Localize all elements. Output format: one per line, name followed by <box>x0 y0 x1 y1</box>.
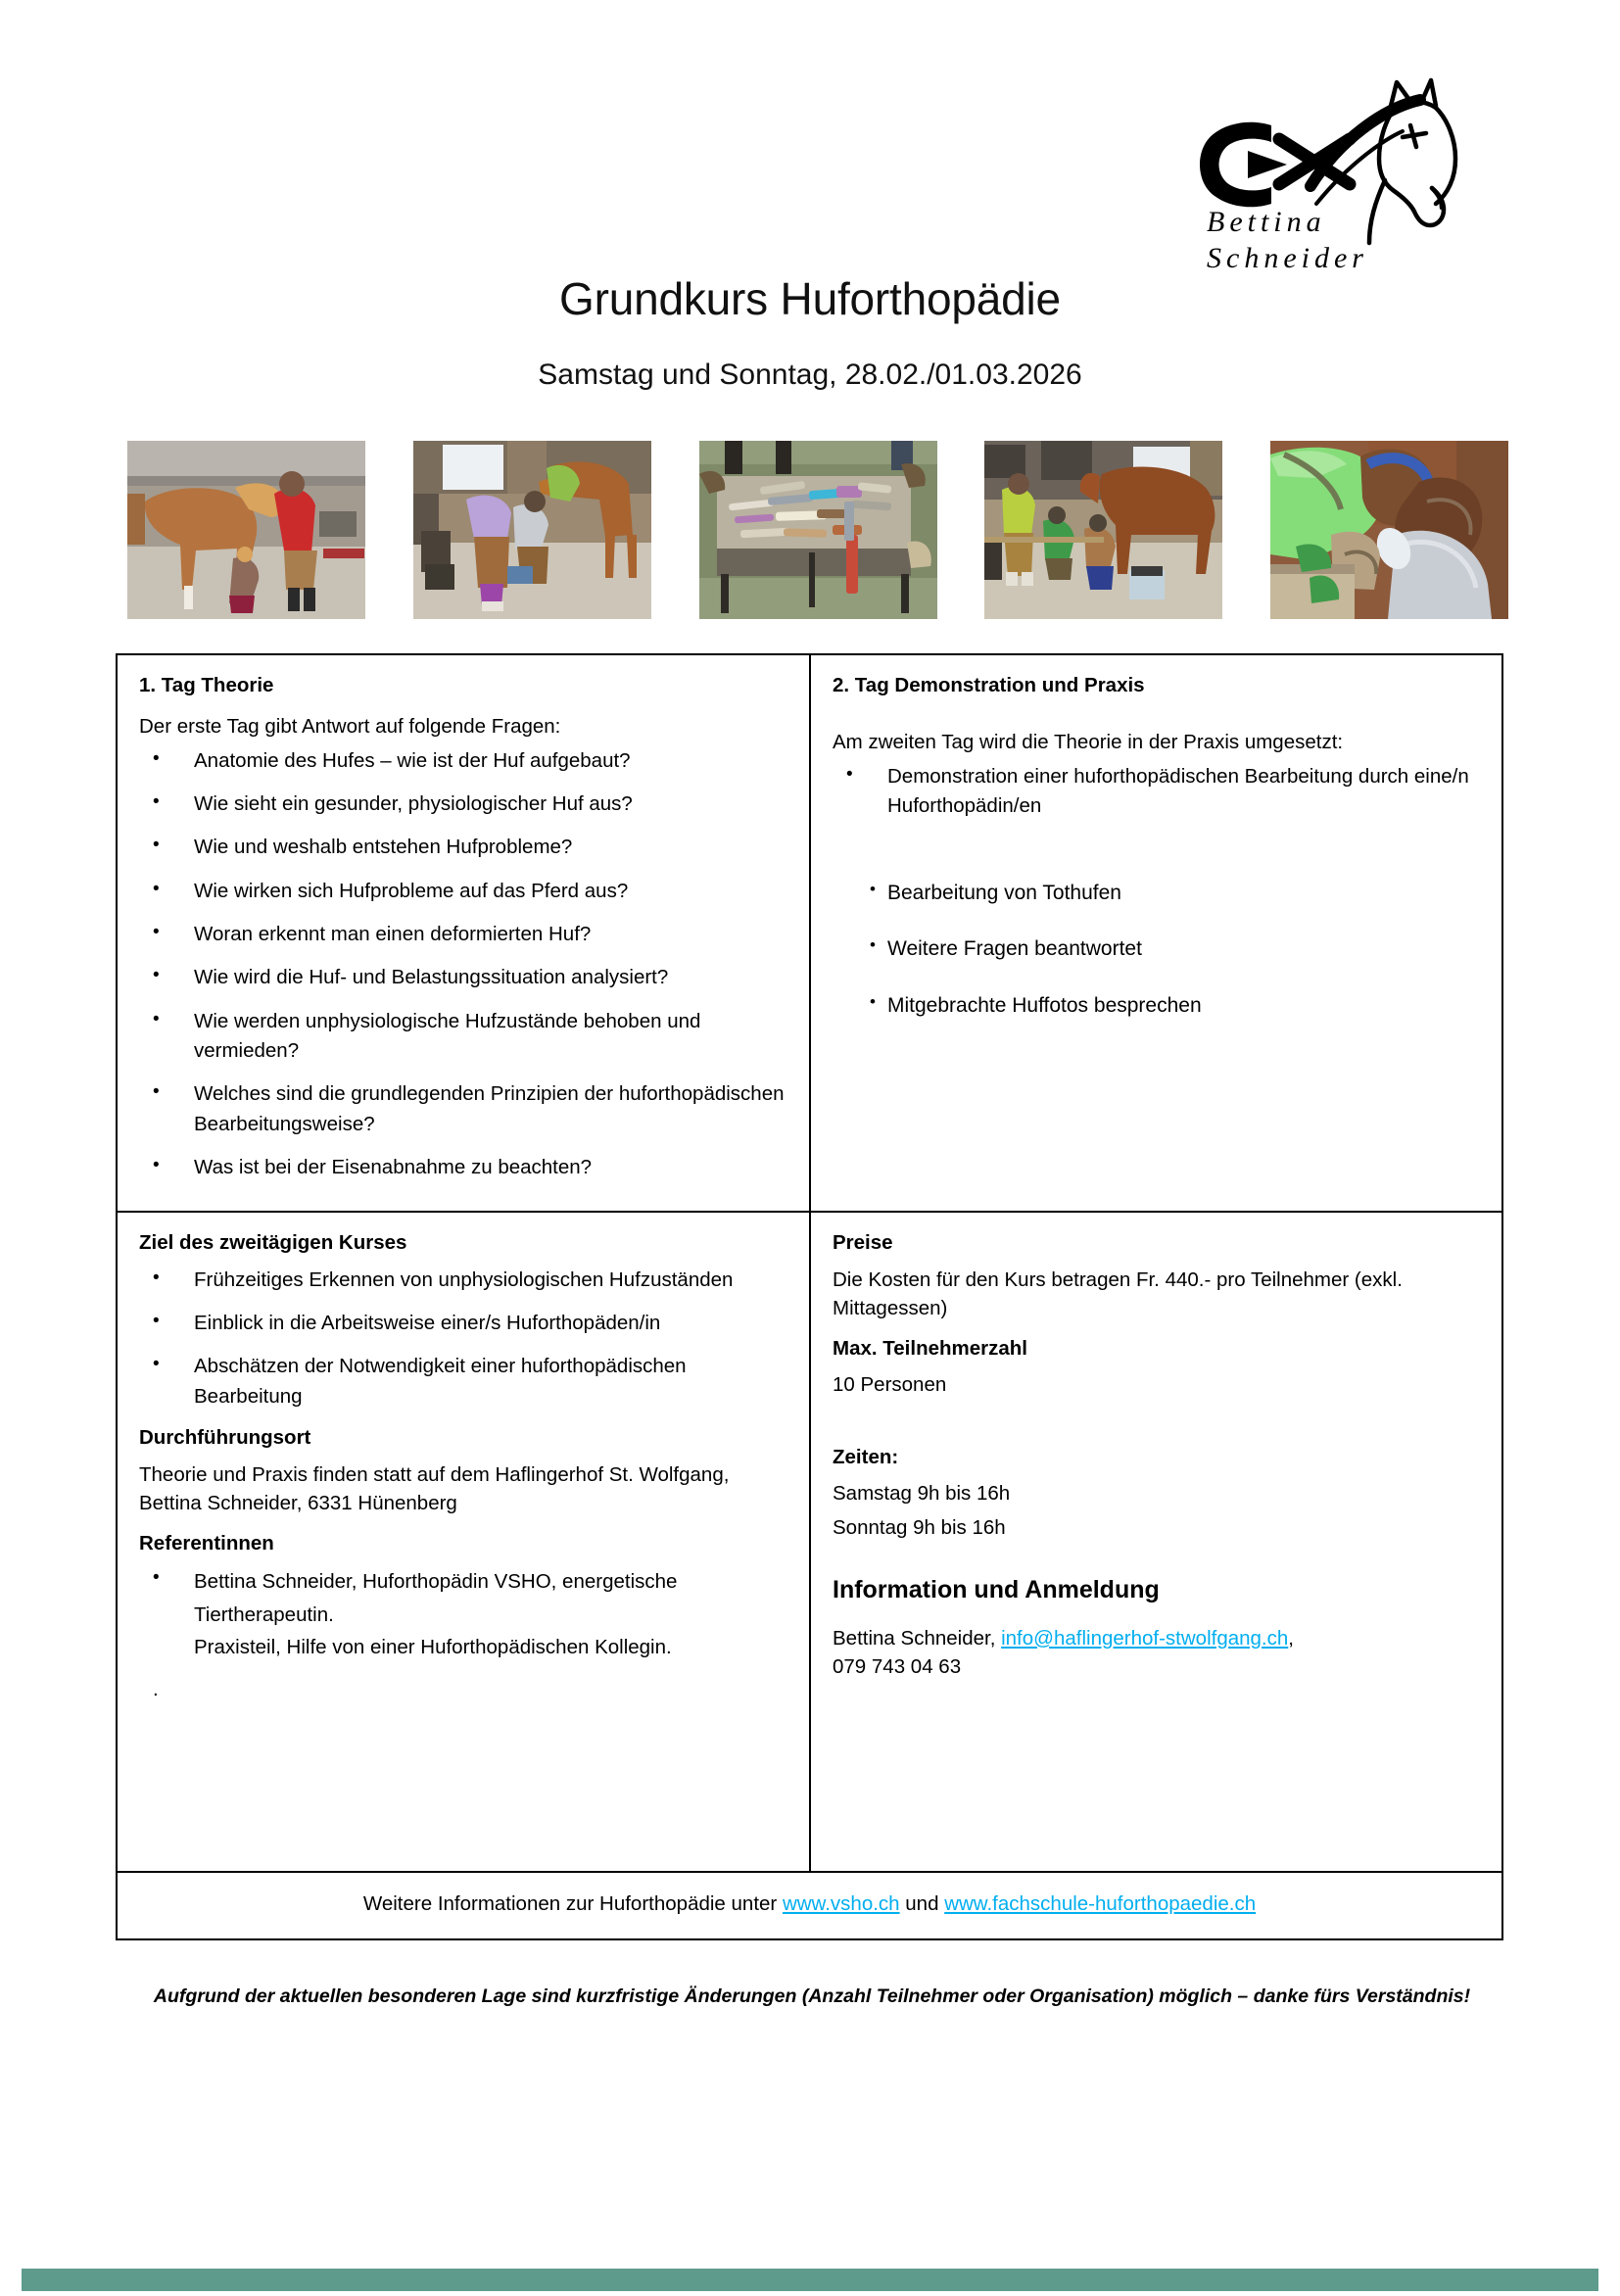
list-item: • Wie sieht ein gesunder, physiologischer Huf aus? <box>139 789 789 819</box>
list-item: • Welches sind die grundlegenden Prinzipien der huforthopädischen Bearbeitungsweise? <box>139 1079 789 1139</box>
logo-brand-line2: Schneider <box>1207 242 1368 274</box>
list-item: • Was ist bei der Eisenabnahme zu beachten? <box>139 1153 789 1182</box>
goals-heading: Ziel des zweitägigen Kurses <box>139 1231 407 1254</box>
vsho-link[interactable]: www.vsho.ch <box>782 1892 900 1915</box>
page-subtitle: Samstag und Sonntag, 28.02./01.03.2026 <box>538 359 1082 391</box>
footer-prefix: Weitere Informationen zur Huforthopädie unter <box>362 1892 783 1915</box>
day1-bullet-list <box>139 746 789 1183</box>
list-item: • Einblick in die Arbeitsweise einer/s Huforthopäden/in <box>139 1309 789 1338</box>
list-item: • Anatomie des Hufes – wie ist der Huf aufgebaut? <box>139 746 789 776</box>
contact-comma: , <box>1288 1626 1294 1650</box>
contact-email-link[interactable]: info@haflingerhof-stwolfgang.ch <box>1001 1626 1289 1650</box>
disclaimer-note: Aufgrund der aktuellen besonderen Lage sind kurzfristige Änderungen (Anzahl Teilnehmer oder Organisation) möglich – danke fürs Verständnis! <box>153 1985 1471 2007</box>
list-item: • Woran erkennt man einen deformierten Huf? <box>139 920 789 949</box>
day1-intro: Der erste Tag gibt Antwort auf folgende Fragen: <box>139 714 561 738</box>
day2-intro: Am zweiten Tag wird die Theorie in der Praxis umgesetzt: <box>833 730 1344 753</box>
times-heading: Zeiten: <box>833 1445 899 1468</box>
list-item: • Wie wird die Huf- und Belastungssituation analysiert? <box>139 963 789 992</box>
list-item: • Weitere Fragen beantwortet <box>833 933 1482 964</box>
cell-more-info <box>118 1873 1501 1938</box>
contact-phone: 079 743 04 63 <box>833 1654 962 1678</box>
venue-heading: Durchführungsort <box>139 1425 311 1449</box>
footer-middle: und <box>899 1892 945 1915</box>
list-item: • Mitgebrachte Huffotos besprechen <box>833 990 1482 1021</box>
list-item: • Demonstration einer huforthopädischen Bearbeitung durch eine/n Huforthopädin/en <box>833 762 1482 822</box>
day2-heading: 2. Tag Demonstration und Praxis <box>833 674 1145 696</box>
list-item: • Wie werden unphysiologische Hufzustände behoben und vermieden? <box>139 1007 789 1067</box>
day2-subbullet-list <box>833 878 1482 1020</box>
table-row-footer <box>118 1871 1501 1938</box>
speaker-line-1: • Bettina Schneider, Huforthopädin VSHO, energetische Tiertherapeutin. <box>194 1570 678 1626</box>
goals-bullet-list <box>139 1266 789 1411</box>
photo-strip <box>127 441 1508 619</box>
list-item: • Abschätzen der Notwendigkeit einer huforthopädischen Bearbeitung <box>139 1352 789 1411</box>
bottom-accent-bar <box>22 2269 1598 2291</box>
times-saturday: Samstag 9h bis 16h <box>833 1482 1011 1506</box>
day1-heading: 1. Tag Theorie <box>139 674 274 696</box>
speaker-line-2: Praxisteil, Hilfe von einer Huforthopädischen Kollegin. <box>194 1635 672 1658</box>
spacer <box>833 1413 1482 1441</box>
cell-prices-times-contact <box>811 1213 1501 1871</box>
table-row-days <box>118 655 1501 1211</box>
course-info-table <box>116 653 1503 1940</box>
speakers-heading: Referentinnen <box>139 1531 274 1555</box>
photo-students-trimming <box>413 441 651 619</box>
times-sunday: Sonntag 9h bis 16h <box>833 1516 1006 1540</box>
stray-period: . <box>153 1678 159 1701</box>
prices-text: Die Kosten für den Kurs betragen Fr. 440.- pro Teilnehmer (exkl. Mittagessen) <box>833 1268 1403 1319</box>
list-item: • Bearbeitung von Tothufen <box>833 878 1482 908</box>
fachschule-link[interactable]: www.fachschule-huforthopaedie.ch <box>944 1892 1257 1915</box>
logo-brand-line1: Bettina <box>1207 206 1326 238</box>
list-item: • Frühzeitiges Erkennen von unphysiologischen Hufzuständen <box>139 1266 789 1295</box>
table-row-details <box>118 1211 1501 1871</box>
list-item: • Wie und weshalb entstehen Hufprobleme? <box>139 833 789 862</box>
cell-day2 <box>811 655 1501 1211</box>
photo-group-demo <box>984 441 1222 619</box>
photo-farrier-tools <box>699 441 937 619</box>
spacer <box>833 835 1482 878</box>
list-item: • Wie wirken sich Hufprobleme auf das Pferd aus? <box>139 877 789 906</box>
photo-horse-trim <box>127 441 365 619</box>
contact-details <box>833 1624 1482 1681</box>
day2-bullet-list <box>833 762 1482 822</box>
cell-day1 <box>118 655 811 1211</box>
contact-heading: Information und Anmeldung <box>833 1576 1160 1604</box>
brand-logo <box>1193 57 1487 274</box>
photo-closeup-hoofwork <box>1270 441 1508 619</box>
speakers-bullet-list <box>139 1565 789 1663</box>
page-title: Grundkurs Huforthopädie <box>559 273 1061 324</box>
prices-heading: Preise <box>833 1231 893 1254</box>
cell-goals-venue-speakers <box>118 1213 811 1871</box>
max-participants-heading: Max. Teilnehmerzahl <box>833 1336 1027 1360</box>
contact-name: Bettina Schneider, <box>833 1626 1002 1650</box>
max-participants-text: 10 Personen <box>833 1373 947 1397</box>
venue-text: Theorie und Praxis finden statt auf dem Haflingerhof St. Wolfgang, Bettina Schneider, 6331 Hünenberg <box>139 1462 730 1514</box>
list-item <box>139 1565 789 1663</box>
